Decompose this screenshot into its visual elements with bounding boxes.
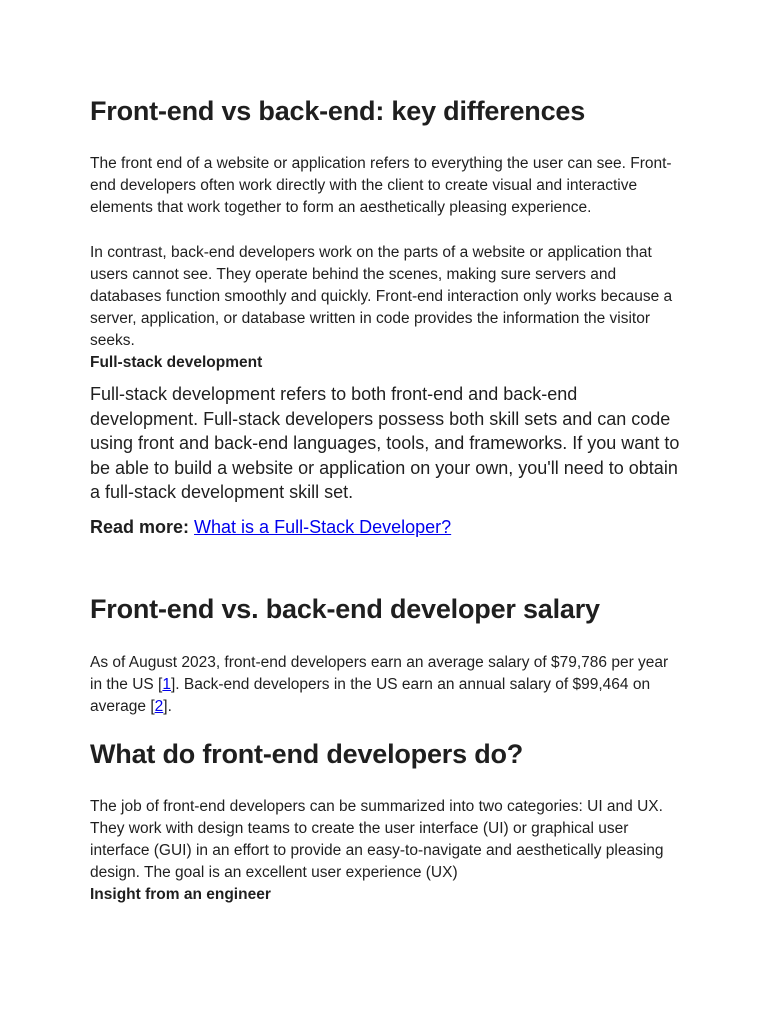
salary-text-c: ]. xyxy=(163,698,172,715)
section-heading-front-end-role: What do front-end developers do? xyxy=(90,739,524,769)
reference-link-1[interactable]: 1 xyxy=(162,676,171,693)
subheading-insight-from-engineer: Insight from an engineer xyxy=(90,886,271,903)
reference-link-2[interactable]: 2 xyxy=(154,698,164,715)
paragraph-back-end-definition: In contrast, back-end developers work on the parts of a website or application that users cannot see. They operate behind the scenes, making sure servers and databases function smoothly and quickly. Front-end interaction only works because a server, application, or database written in code provides the information the visitor seeks. xyxy=(90,244,673,349)
section-heading-key-differences: Front-end vs back-end: key differences xyxy=(90,96,586,126)
subheading-full-stack-development: Full-stack development xyxy=(90,354,263,371)
salary-text-b: ]. Back-end developers in the US earn an annual salary of $99,464 on average [ xyxy=(90,676,651,715)
section-heading-salary: Front-end vs. back-end developer salary xyxy=(90,594,600,624)
salary-text-a: As of August 2023, front-end developers earn an average salary of $79,786 per year in the US [ xyxy=(90,654,669,693)
read-more-label: Read more: xyxy=(90,517,190,537)
full-stack-developer-link[interactable]: What is a Full-Stack Developer? xyxy=(194,517,452,537)
paragraph-front-end-role: The job of front-end developers can be summarized into two categories: UI and UX. They work with design teams to create the user interface (UI) or graphical user interface (GUI) in an effort to provide an easy-to-navigate and aesthetically pleasing design. The goal is an excellent user experience (UX) xyxy=(90,798,664,881)
paragraph-salary xyxy=(90,652,680,718)
paragraph-full-stack-definition: Full-stack development refers to both front-end and back-end development. Full-stack developers possess both skill sets and can code using front and back-end languages, tools, and frameworks. If you want to be able to build a website or application on your own, you'll need to obtain a full-stack development skill set. xyxy=(90,384,680,503)
paragraph-front-end-definition: The front end of a website or application refers to everything the user can see. Front-end developers often work directly with the client to create visual and interactive elements that work together to form an aesthetically pleasing experience. xyxy=(90,155,672,216)
read-more-line xyxy=(90,515,680,539)
